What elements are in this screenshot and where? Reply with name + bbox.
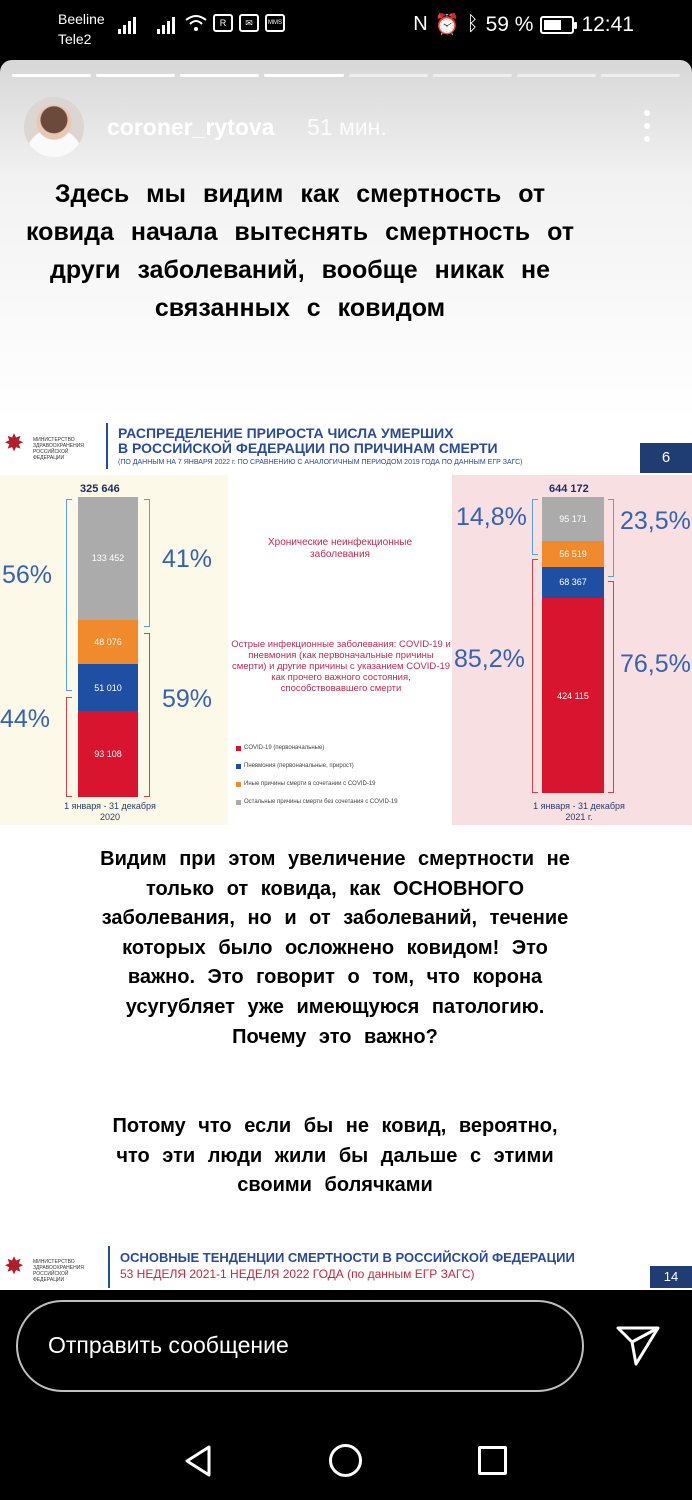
bracket-left-inner-bottom bbox=[144, 633, 150, 797]
wifi-icon bbox=[185, 14, 207, 32]
story-progress-segment bbox=[180, 74, 259, 77]
more-options-icon[interactable] bbox=[642, 110, 652, 142]
story-caption-middle: Видим при этом увеличение смертности не только от ковида, как ОСНОВНОГО заболевания, но и от заболеваний, течение которых было осложнено ковидом! Это важно. Это говорит о том, что корона усугубляет уже имеющуюся патологию. Почему это важно? bbox=[100, 848, 570, 1048]
pct-right-top-right: 23,5% bbox=[620, 507, 691, 535]
slide-title-line-2: В РОССИЙСКОЙ ФЕДЕРАЦИИ ПО ПРИЧИНАМ СМЕРТИ bbox=[118, 440, 498, 456]
emblem-icon: ✸ bbox=[4, 1253, 25, 1280]
bracket-right-right-top bbox=[608, 499, 614, 577]
pct-left-outer-bottom: 44% bbox=[0, 705, 51, 733]
avatar[interactable] bbox=[24, 97, 84, 157]
bar-segment-label: 133 452 bbox=[91, 553, 125, 564]
label-chronic: Хронические неинфекционные заболевания bbox=[268, 537, 412, 560]
bar-label-2020: 1 января - 31 декабря 2020 bbox=[64, 801, 156, 822]
bar-segment bbox=[78, 711, 138, 797]
story-progress-segment bbox=[517, 74, 596, 77]
clock: 12:41 bbox=[581, 12, 634, 36]
legend-label: Пневмония (первоначальные, прирост) bbox=[244, 763, 354, 769]
bar-segment-label: 56 519 bbox=[559, 548, 587, 559]
story-view[interactable] bbox=[0, 60, 692, 1290]
bar-segment-label: 68 367 bbox=[559, 577, 587, 588]
slide-title bbox=[118, 426, 498, 456]
ministry-name: МИНИСТЕРСТВО ЗДРАВООХРАНЕНИЯ РОССИЙСКОЙ ФЕДЕРАЦИИ bbox=[33, 437, 84, 461]
legend-label: Остальные причины смерти без сочетания с COVID-19 bbox=[244, 799, 398, 805]
bar-segment bbox=[542, 541, 604, 567]
chart-legend bbox=[236, 739, 398, 811]
bar-segment bbox=[542, 497, 604, 541]
emblem-icon: ✸ bbox=[4, 430, 25, 457]
send-message-placeholder: Отправить сообщение bbox=[48, 1332, 289, 1358]
recents-icon[interactable] bbox=[478, 1446, 507, 1475]
bar-total-2021: 644 172 bbox=[549, 483, 589, 495]
legend-label: COVID-19 (первоначальные) bbox=[244, 745, 325, 751]
mail-icon: ✉ bbox=[239, 14, 259, 32]
story-username[interactable]: coroner_rytova bbox=[107, 114, 275, 140]
story-progress-segment bbox=[601, 74, 680, 77]
status-icons-right bbox=[413, 12, 634, 37]
signal-icon-1 bbox=[118, 16, 138, 34]
bar-segment-label: 48 076 bbox=[94, 637, 122, 648]
bracket-right-left-top bbox=[532, 499, 538, 555]
navigation-bar bbox=[0, 1410, 692, 1500]
bar-total-2020: 325 646 bbox=[80, 483, 120, 495]
story-progress bbox=[12, 74, 680, 77]
pct-left-inner-top: 41% bbox=[162, 545, 213, 573]
pct-right-bottom-left: 85,2% bbox=[454, 645, 525, 673]
back-icon[interactable] bbox=[183, 1444, 213, 1478]
story-progress-segment bbox=[349, 74, 428, 77]
sim-icon: R bbox=[213, 14, 233, 32]
slide-14-page-number: 14 bbox=[650, 1266, 692, 1288]
slide-14-title: ОСНОВНЫЕ ТЕНДЕНЦИИ СМЕРТНОСТИ В РОССИЙСКОЙ ФЕДЕРАЦИИ bbox=[120, 1250, 575, 1265]
bar-segment bbox=[78, 664, 138, 711]
legend-item bbox=[236, 739, 398, 757]
pct-left-inner-bottom: 59% bbox=[162, 685, 213, 713]
story-caption-bottom: Потому что если бы не ковид, вероятно, что эти люди жили бы дальше с этими своими болячками bbox=[112, 1115, 558, 1197]
chart-panel-2021 bbox=[452, 475, 692, 825]
bar-segment-label: 51 010 bbox=[94, 682, 122, 693]
bracket-right-right-bottom bbox=[608, 581, 614, 793]
slide-14-subtitle: 53 НЕДЕЛЯ 2021-1 НЕДЕЛЯ 2022 ГОДА (по данным ЕГР ЗАГС) bbox=[120, 1267, 475, 1281]
status-bar bbox=[0, 0, 692, 58]
bar-segment bbox=[542, 598, 604, 793]
bar-segment-label: 93 108 bbox=[94, 749, 122, 760]
slide-title-line-1: РАСПРЕДЕЛЕНИЕ ПРИРОСТА ЧИСЛА УМЕРШИХ bbox=[118, 425, 454, 441]
slide-image-14 bbox=[0, 1242, 692, 1290]
bar-segment bbox=[78, 620, 138, 664]
story-progress-segment bbox=[12, 74, 91, 77]
status-icons-left bbox=[185, 14, 285, 32]
alarm-icon: ⏰ bbox=[434, 14, 460, 36]
story-progress-segment bbox=[433, 74, 512, 77]
legend-item bbox=[236, 775, 398, 793]
chart-panel-2020 bbox=[0, 475, 228, 825]
carrier-names bbox=[58, 9, 105, 49]
mms-icon: MMS bbox=[265, 14, 285, 32]
bracket-right-left-bottom bbox=[532, 559, 538, 793]
battery-icon bbox=[540, 16, 574, 34]
nfc-icon: N bbox=[413, 13, 428, 35]
story-caption-top: Здесь мы видим как смертность от ковида начала вытеснять смертность от други заболеваний, вообще никак не связанных с ковидом bbox=[25, 180, 574, 322]
bar-segment bbox=[78, 497, 138, 620]
legend-item bbox=[236, 793, 398, 811]
bluetooth-icon: ᛒ bbox=[466, 13, 479, 35]
slide-page-number: 6 bbox=[640, 443, 692, 473]
carrier-1: Beeline bbox=[58, 11, 105, 27]
bar-segment bbox=[542, 567, 604, 598]
send-icon[interactable] bbox=[612, 1318, 664, 1370]
legend-swatch bbox=[236, 782, 241, 787]
slide-subtitle: (ПО ДАННЫМ НА 7 ЯНВАРЯ 2022 г. ПО СРАВНЕНИЮ С АНАЛОГИЧНЫМ ПЕРИОДОМ 2019 ГОДА ПО ДАННЫМ ЕГР ЗАГС) bbox=[118, 459, 523, 466]
bracket-left-inner-top bbox=[144, 499, 150, 627]
bar-label-2021: 1 января - 31 декабря 2021 г. bbox=[533, 801, 625, 822]
story-time: 51 мин. bbox=[307, 114, 387, 140]
slide-image-6 bbox=[0, 415, 692, 825]
pct-right-top-left: 14,8% bbox=[456, 503, 527, 531]
slide-header bbox=[0, 415, 692, 473]
label-acute: Острые инфекционные заболевания: COVID-19 и пневмония (как первоначальные причины смерти) и другие причины с указанием COVID-19 как прочего важного состояния, способствовавшего смерти bbox=[231, 639, 451, 694]
bracket-left-outer-top bbox=[66, 499, 72, 691]
legend-label: Иные причины смерти в сочетании с COVID-19 bbox=[244, 781, 376, 787]
home-icon[interactable] bbox=[329, 1444, 362, 1477]
legend-item bbox=[236, 757, 398, 775]
ministry-name: МИНИСТЕРСТВО ЗДРАВООХРАНЕНИЯ РОССИЙСКОЙ ФЕДЕРАЦИИ bbox=[33, 1259, 84, 1283]
legend-swatch bbox=[236, 746, 241, 751]
legend-swatch bbox=[236, 800, 241, 805]
carrier-2: Tele2 bbox=[58, 31, 92, 47]
signal-icon-2 bbox=[157, 16, 177, 34]
battery-percent: 59 % bbox=[485, 12, 534, 36]
bar-segment-label: 95 171 bbox=[559, 513, 587, 524]
legend-swatch bbox=[236, 764, 241, 769]
pct-right-bottom-right: 76,5% bbox=[620, 650, 691, 678]
story-progress-segment bbox=[96, 74, 175, 77]
pct-left-outer-top: 56% bbox=[2, 561, 53, 589]
send-message-input[interactable] bbox=[16, 1300, 584, 1392]
bar-segment-label: 424 115 bbox=[557, 690, 589, 701]
story-progress-segment bbox=[264, 74, 343, 77]
bracket-left-outer-bottom bbox=[66, 697, 72, 797]
